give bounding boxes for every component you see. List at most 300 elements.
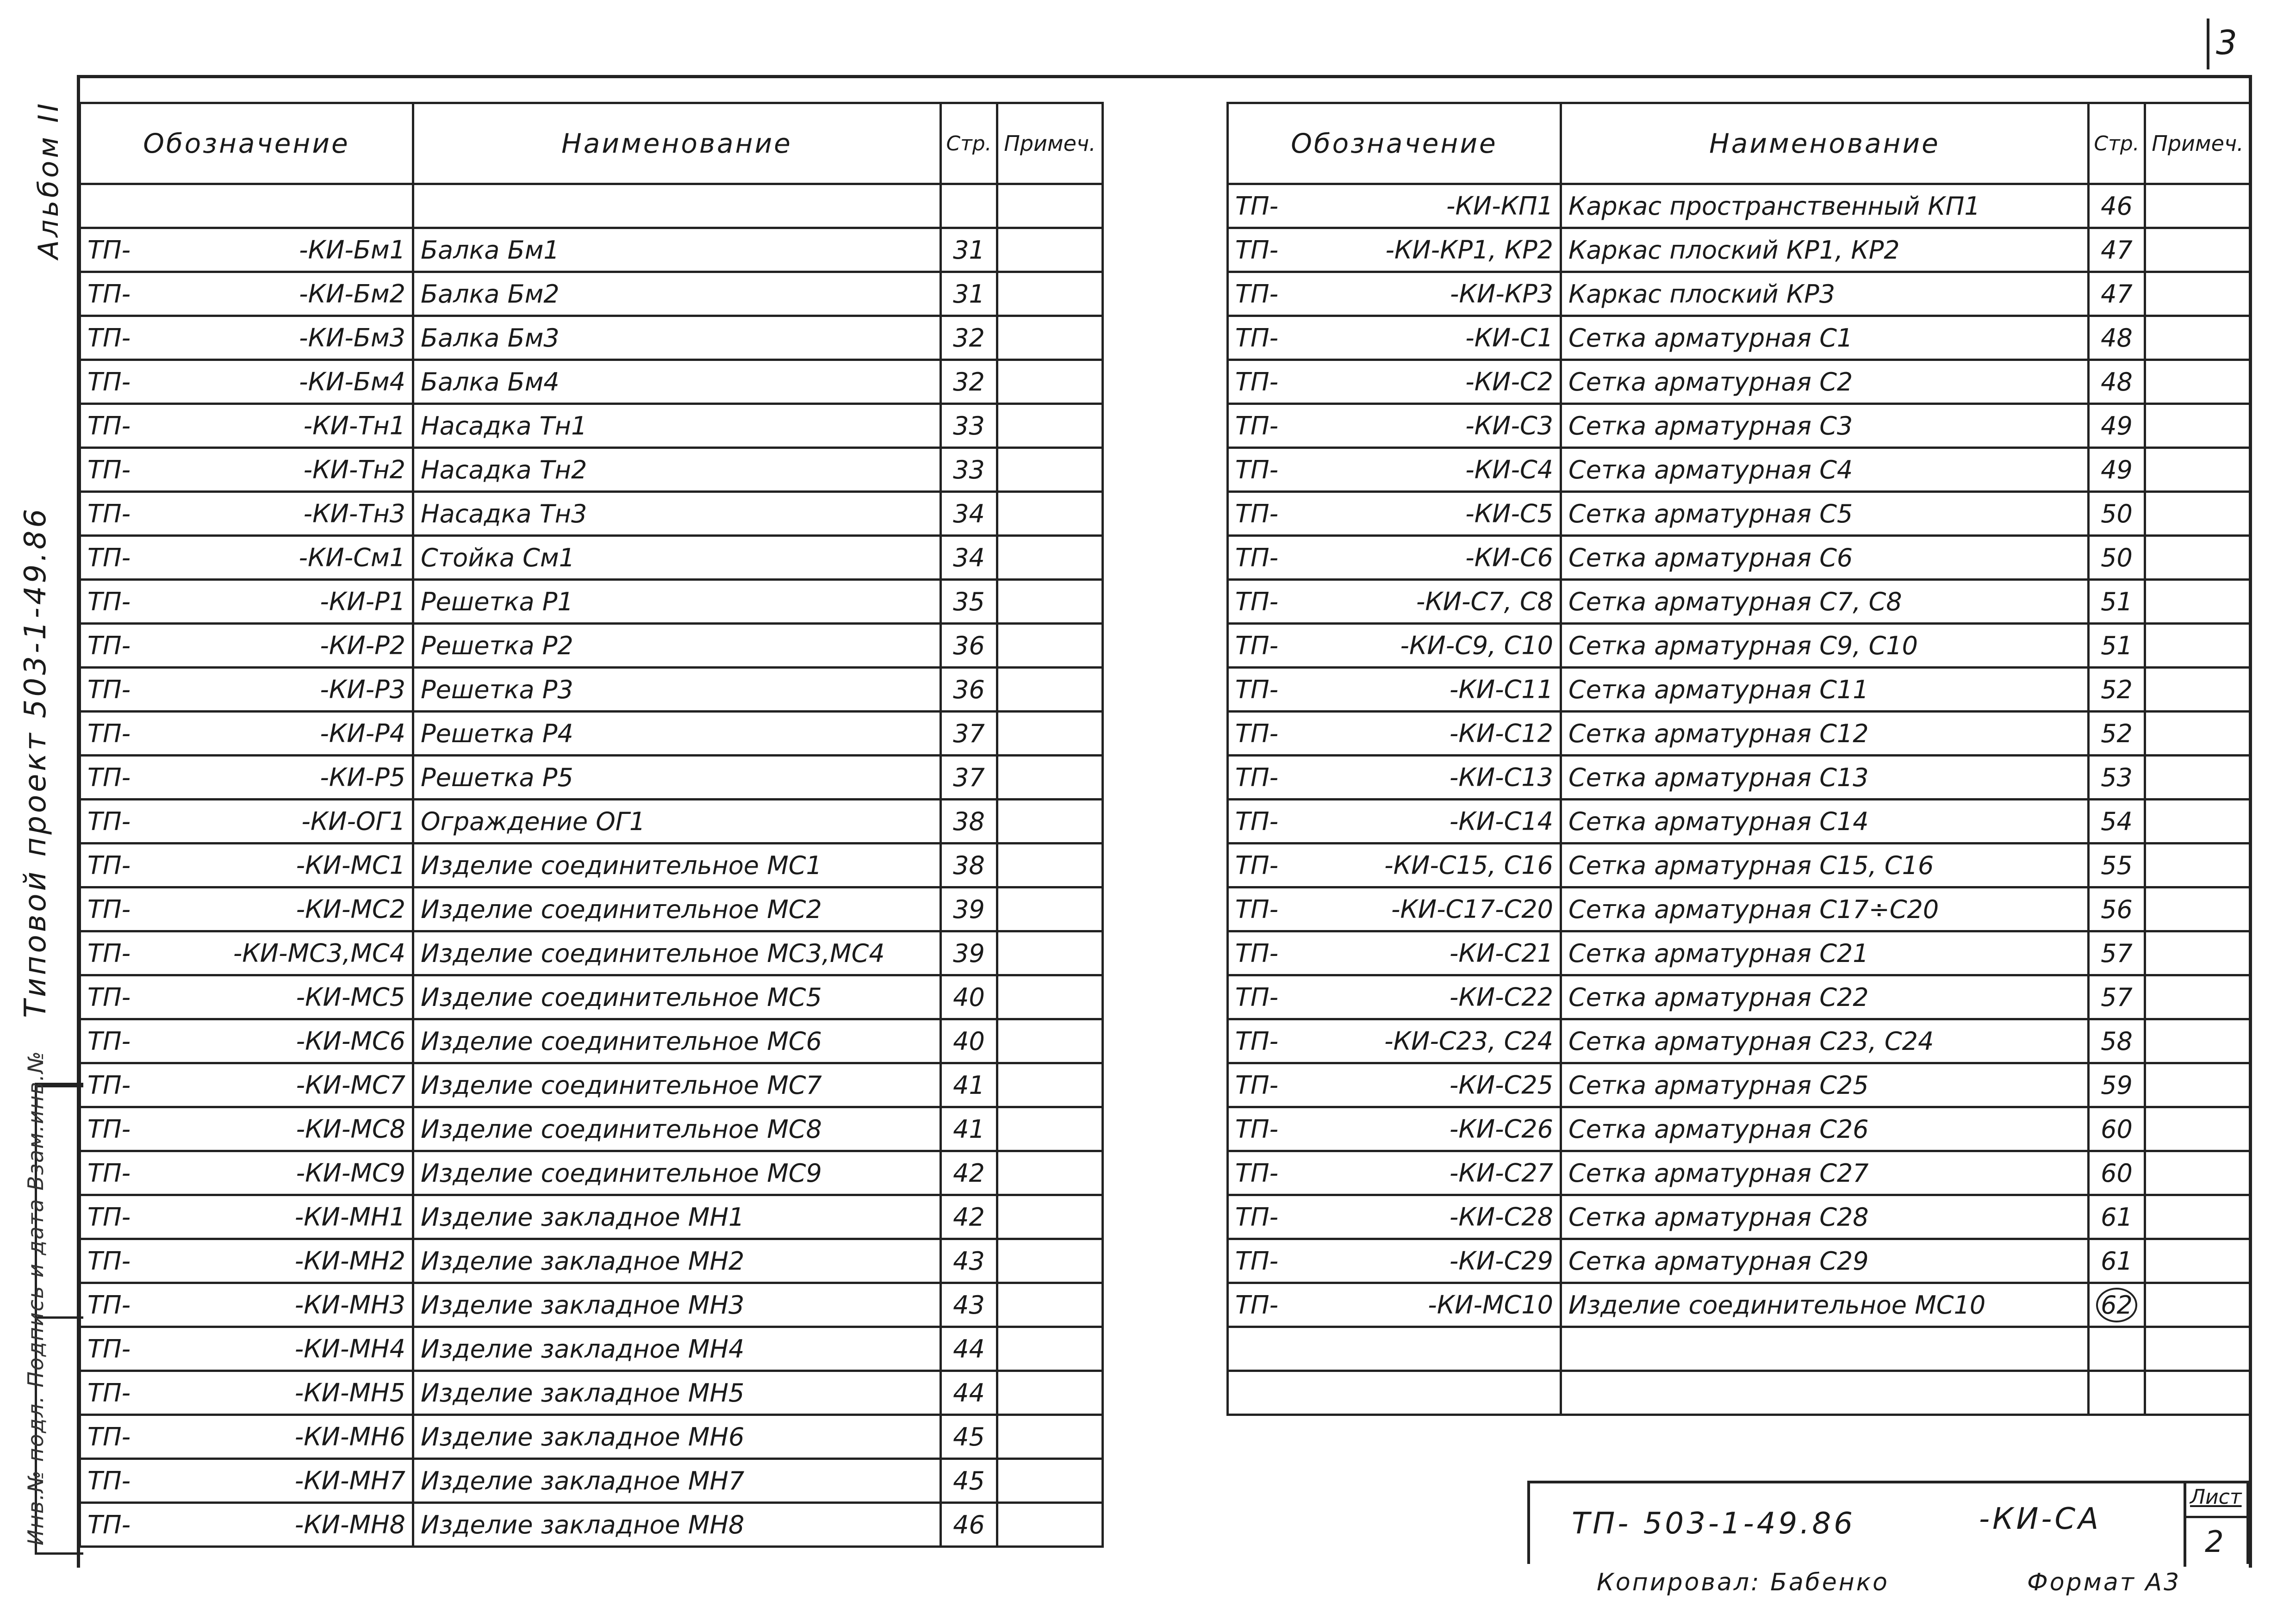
album-label: Альбом II (32, 100, 65, 259)
table-row (80, 228, 1103, 272)
designation-prefix: ТП- (87, 1246, 131, 1276)
name-cell: Изделие закладное МН1 (413, 1195, 941, 1239)
designation-prefix: ТП- (87, 1510, 131, 1539)
page-cell (941, 448, 997, 492)
note-cell (2145, 1371, 2251, 1415)
name-cell: Каркас пространственный КП1 (1561, 184, 2089, 228)
table-row (1228, 931, 2251, 975)
designation-prefix: ТП- (87, 411, 131, 440)
note-cell (2145, 975, 2251, 1019)
designation-prefix: ТП- (87, 675, 131, 704)
designation-cell (80, 931, 413, 975)
name-cell: Каркас плоский КР1, КР2 (1561, 228, 2089, 272)
page-number: 38 (953, 850, 985, 880)
designation-cell (80, 756, 413, 800)
note-cell (2145, 931, 2251, 975)
designation-code: -КИ-МС7 (296, 1070, 405, 1100)
page-number: 52 (2101, 675, 2133, 704)
designation-cell (1228, 1151, 1561, 1195)
table-row (80, 800, 1103, 844)
designation-code: -КИ-С6 (1465, 543, 1553, 572)
note-cell (997, 800, 1103, 844)
table-row (80, 712, 1103, 756)
page-number: 38 (953, 806, 985, 836)
page-cell (2089, 668, 2145, 712)
name-cell: Сетка арматурная С13 (1561, 756, 2089, 800)
designation-cell (1228, 1107, 1561, 1151)
table-row (80, 448, 1103, 492)
designation-prefix: ТП- (87, 1422, 131, 1452)
designation-prefix: ТП- (1235, 982, 1279, 1012)
page-number: 36 (953, 675, 985, 704)
page-number: 40 (953, 1026, 985, 1056)
page-number: 41 (953, 1070, 985, 1100)
name-cell: Изделие соединительное МС2 (413, 887, 941, 931)
header-name: Наименование (1561, 103, 2089, 184)
header-page: Стр. (2089, 103, 2145, 184)
name-cell: Изделие соединительное МС6 (413, 1019, 941, 1063)
note-cell (2145, 1239, 2251, 1283)
page-number: 61 (2101, 1246, 2133, 1276)
designation-cell (80, 1195, 413, 1239)
designation-cell (1228, 756, 1561, 800)
designation-code: -КИ-МС8 (296, 1114, 405, 1144)
designation-cell (80, 1459, 413, 1503)
designation-prefix: ТП- (87, 894, 131, 924)
page-number: 34 (953, 499, 985, 528)
designation-cell (80, 624, 413, 668)
page-cell (941, 404, 997, 448)
designation-code: -КИ-С26 (1449, 1114, 1553, 1144)
designation-prefix: ТП- (87, 1378, 131, 1408)
page-number: 33 (953, 411, 985, 440)
designation-prefix: ТП- (1235, 1158, 1279, 1188)
designation-cell (80, 536, 413, 580)
designation-code: -КИ-С29 (1449, 1246, 1553, 1276)
page-cell (2089, 1019, 2145, 1063)
designation-prefix: ТП- (87, 806, 131, 836)
name-cell: Насадка Тн2 (413, 448, 941, 492)
designation-cell (80, 228, 413, 272)
page-cell (2089, 1063, 2145, 1107)
designation-cell (80, 316, 413, 360)
page-cell (941, 712, 997, 756)
designation-prefix: ТП- (87, 631, 131, 660)
designation-code: -КИ-С15, С16 (1384, 850, 1553, 880)
table-row (1228, 975, 2251, 1019)
name-cell (1561, 1327, 2089, 1371)
designation-cell (80, 975, 413, 1019)
table-row (1228, 448, 2251, 492)
designation-cell (1228, 580, 1561, 624)
designation-code: -КИ-КП1 (1446, 191, 1553, 221)
page-number: 32 (953, 367, 985, 397)
header-page: Стр. (941, 103, 997, 184)
project-label: Типовой проект 503-1-49.86 (19, 506, 53, 1018)
name-cell: Насадка Тн3 (413, 492, 941, 536)
table-row (1228, 844, 2251, 887)
designation-cell (80, 404, 413, 448)
designation-code: -КИ-МН8 (294, 1510, 405, 1539)
designation-prefix: ТП- (1235, 631, 1279, 660)
note-cell (997, 580, 1103, 624)
designation-prefix: ТП- (87, 719, 131, 748)
page-cell (2089, 580, 2145, 624)
page-number: 57 (2101, 938, 2133, 968)
note-cell (997, 184, 1103, 228)
table-row (80, 1195, 1103, 1239)
designation-cell (1228, 184, 1561, 228)
designation-cell (80, 448, 413, 492)
page-number: 35 (953, 587, 985, 616)
name-cell: Изделие соединительное МС5 (413, 975, 941, 1019)
table-row (1228, 492, 2251, 536)
name-cell: Сетка арматурная С11 (1561, 668, 2089, 712)
designation-code: -КИ-Р4 (320, 719, 405, 748)
table-row (80, 1327, 1103, 1371)
designation-code: -КИ-Бм4 (299, 367, 405, 397)
page-number: 37 (953, 763, 985, 792)
table-row (1228, 756, 2251, 800)
designation-code: -КИ-Бм3 (299, 323, 405, 353)
name-cell: Изделие закладное МН5 (413, 1371, 941, 1415)
designation-prefix: ТП- (87, 1290, 131, 1320)
designation-code: -КИ-МС9 (296, 1158, 405, 1188)
page-cell (941, 1283, 997, 1327)
page-cell (941, 360, 997, 404)
designation-code: -КИ-ОГ1 (301, 806, 405, 836)
right-spec-table (1226, 102, 2252, 1416)
table-row (1228, 887, 2251, 931)
designation-cell (80, 1327, 413, 1371)
designation-cell (80, 492, 413, 536)
designation-code: -КИ-МС5 (296, 982, 405, 1012)
name-cell: Сетка арматурная С28 (1561, 1195, 2089, 1239)
page-cell (2089, 975, 2145, 1019)
note-cell (2145, 316, 2251, 360)
name-cell: Изделие соединительное МС9 (413, 1151, 941, 1195)
page-number: 31 (953, 235, 985, 265)
designation-prefix: ТП- (87, 235, 131, 265)
note-cell (997, 1327, 1103, 1371)
table-row (80, 1107, 1103, 1151)
table-row (80, 536, 1103, 580)
page-cell (941, 1459, 997, 1503)
designation-code: -КИ-С27 (1449, 1158, 1553, 1188)
title-block (1527, 1481, 2249, 1564)
table-row (1228, 1195, 2251, 1239)
designation-prefix: ТП- (1235, 938, 1279, 968)
page-number: 46 (2101, 191, 2133, 221)
designation-prefix: ТП- (1235, 763, 1279, 792)
designation-prefix: ТП- (1235, 411, 1279, 440)
name-cell: Сетка арматурная С26 (1561, 1107, 2089, 1151)
note-cell (2145, 580, 2251, 624)
note-cell (2145, 404, 2251, 448)
designation-prefix: ТП- (1235, 455, 1279, 484)
page-number: 46 (953, 1510, 985, 1539)
name-cell: Сетка арматурная С7, С8 (1561, 580, 2089, 624)
note-cell (2145, 800, 2251, 844)
designation-cell (1228, 492, 1561, 536)
designation-prefix: ТП- (1235, 719, 1279, 748)
note-cell (997, 1239, 1103, 1283)
designation-prefix: ТП- (1235, 806, 1279, 836)
table-row (80, 668, 1103, 712)
name-cell: Решетка Р5 (413, 756, 941, 800)
page-number: 50 (2101, 543, 2133, 572)
designation-code: -КИ-С14 (1449, 806, 1553, 836)
note-cell (2145, 448, 2251, 492)
designation-code: -КИ-КР3 (1450, 279, 1553, 309)
note-cell (997, 316, 1103, 360)
designation-code: -КИ-С11 (1449, 675, 1553, 704)
page-number: 60 (2101, 1114, 2133, 1144)
page-cell (2089, 1283, 2145, 1327)
page-cell (2089, 272, 2145, 316)
note-cell (2145, 844, 2251, 887)
designation-cell (80, 1063, 413, 1107)
name-cell: Изделие соединительное МС8 (413, 1107, 941, 1151)
designation-code: -КИ-МН7 (294, 1466, 405, 1495)
note-cell (997, 536, 1103, 580)
note-cell (997, 975, 1103, 1019)
note-cell (2145, 624, 2251, 668)
table-row (1228, 1151, 2251, 1195)
sheet-number: 2 (2205, 1525, 2224, 1559)
note-cell (2145, 712, 2251, 756)
table-row (80, 580, 1103, 624)
header-note: Примеч. (2145, 103, 2251, 184)
name-cell: Каркас плоский КР3 (1561, 272, 2089, 316)
designation-prefix: ТП- (1235, 1026, 1279, 1056)
designation-code: -КИ-С21 (1449, 938, 1553, 968)
note-cell (2145, 1107, 2251, 1151)
note-cell (997, 931, 1103, 975)
designation-code: -КИ-С25 (1449, 1070, 1553, 1100)
page-number: 37 (953, 719, 985, 748)
page-cell (941, 1019, 997, 1063)
designation-prefix: ТП- (1235, 323, 1279, 353)
note-cell (997, 1371, 1103, 1415)
note-cell (997, 844, 1103, 887)
designation-prefix: ТП- (1235, 499, 1279, 528)
name-cell: Сетка арматурная С15, С16 (1561, 844, 2089, 887)
designation-prefix: ТП- (87, 982, 131, 1012)
note-cell (997, 712, 1103, 756)
designation-cell (1228, 316, 1561, 360)
page-cell (941, 1371, 997, 1415)
designation-cell (80, 1283, 413, 1327)
page-number: 43 (953, 1246, 985, 1276)
name-cell: Сетка арматурная С25 (1561, 1063, 2089, 1107)
designation-cell (80, 1503, 413, 1547)
designation-cell (80, 360, 413, 404)
name-cell: Сетка арматурная С2 (1561, 360, 2089, 404)
page-number: 52 (2101, 719, 2133, 748)
header-designation: Обозначение (80, 103, 413, 184)
designation-cell (80, 272, 413, 316)
designation-prefix: ТП- (1235, 235, 1279, 265)
note-cell (997, 1151, 1103, 1195)
name-cell: Изделие закладное МН2 (413, 1239, 941, 1283)
page-number: 45 (953, 1466, 985, 1495)
table-row (80, 1503, 1103, 1547)
note-cell (997, 756, 1103, 800)
designation-prefix: ТП- (87, 938, 131, 968)
page-number: 62 (2096, 1288, 2137, 1322)
designation-code: -КИ-Р5 (320, 763, 405, 792)
designation-cell (1228, 1327, 1561, 1371)
designation-code: -КИ-С23, С24 (1384, 1026, 1553, 1056)
table-header-row (1228, 103, 2251, 184)
page-cell (2089, 1151, 2145, 1195)
designation-prefix: ТП- (87, 1114, 131, 1144)
page-cell (2089, 1107, 2145, 1151)
page-number: 47 (2101, 279, 2133, 309)
table-row (1228, 1107, 2251, 1151)
designation-prefix: ТП- (1235, 367, 1279, 397)
name-cell: Балка Бм2 (413, 272, 941, 316)
page-cell (941, 1415, 997, 1459)
page-cell (941, 1107, 997, 1151)
sheet-box (2184, 1483, 2246, 1567)
page-cell (941, 1327, 997, 1371)
left-spec-table (79, 102, 1104, 1548)
designation-code: -КИ-МН4 (294, 1334, 405, 1364)
page-cell (941, 492, 997, 536)
designation-cell (80, 800, 413, 844)
format-label: Формат А3 (2027, 1569, 2181, 1596)
designation-code: -КИ-Р3 (320, 675, 405, 704)
designation-code: -КИ-С22 (1449, 982, 1553, 1012)
table-row (80, 931, 1103, 975)
table-row (80, 360, 1103, 404)
designation-prefix: ТП- (87, 279, 131, 309)
designation-prefix: ТП- (1235, 1290, 1279, 1320)
page-cell (941, 668, 997, 712)
designation-code: -КИ-С2 (1465, 367, 1553, 397)
note-cell (2145, 536, 2251, 580)
designation-cell (80, 184, 413, 228)
page-number: 45 (953, 1422, 985, 1452)
designation-code: -КИ-С1 (1465, 323, 1553, 353)
table-row (80, 404, 1103, 448)
designation-cell (1228, 360, 1561, 404)
table-row (80, 1239, 1103, 1283)
table-row (1228, 1239, 2251, 1283)
page-cell (2089, 1195, 2145, 1239)
designation-cell (1228, 404, 1561, 448)
designation-code: -КИ-КР1, КР2 (1385, 235, 1553, 265)
sheet-corner-number: 3 (2216, 23, 2237, 62)
page-cell (2089, 228, 2145, 272)
page-number: 41 (953, 1114, 985, 1144)
page-cell (941, 272, 997, 316)
note-cell (997, 1063, 1103, 1107)
name-cell: Сетка арматурная С17÷С20 (1561, 887, 2089, 931)
page-number: 43 (953, 1290, 985, 1320)
designation-code: -КИ-С28 (1449, 1202, 1553, 1232)
designation-prefix: ТП- (1235, 675, 1279, 704)
table-row (1228, 536, 2251, 580)
page-number: 48 (2101, 367, 2133, 397)
designation-cell (80, 1239, 413, 1283)
note-cell (2145, 184, 2251, 228)
designation-code: -КИ-МН6 (294, 1422, 405, 1452)
name-cell: Сетка арматурная С12 (1561, 712, 2089, 756)
page-cell (941, 931, 997, 975)
note-cell (2145, 1151, 2251, 1195)
note-cell (997, 1283, 1103, 1327)
note-cell (2145, 1195, 2251, 1239)
designation-code: -КИ-С12 (1449, 719, 1553, 748)
table-row (1228, 668, 2251, 712)
designation-cell (1228, 887, 1561, 931)
table-row (80, 272, 1103, 316)
note-cell (997, 1415, 1103, 1459)
name-cell: Изделие соединительное МС10 (1561, 1283, 2089, 1327)
designation-cell (1228, 536, 1561, 580)
header-name: Наименование (413, 103, 941, 184)
name-cell: Изделие соединительное МС1 (413, 844, 941, 887)
page-number: 50 (2101, 499, 2133, 528)
sheet-label: Лист (2190, 1485, 2242, 1509)
name-cell: Изделие закладное МН8 (413, 1503, 941, 1547)
note-cell (2145, 1063, 2251, 1107)
corner-divider (2207, 19, 2209, 69)
designation-cell (1228, 1283, 1561, 1327)
designation-code: -КИ-С9, С10 (1400, 631, 1553, 660)
designation-code: -КИ-Р1 (320, 587, 405, 616)
table-row (80, 184, 1103, 228)
page-cell (941, 1151, 997, 1195)
name-cell (413, 184, 941, 228)
page-cell (941, 1239, 997, 1283)
designation-cell (1228, 844, 1561, 887)
page-number: 36 (953, 631, 985, 660)
table-row (1228, 712, 2251, 756)
note-cell (2145, 1283, 2251, 1327)
page-cell (941, 536, 997, 580)
name-cell: Изделие соединительное МС7 (413, 1063, 941, 1107)
designation-cell (1228, 1371, 1561, 1415)
designation-prefix: ТП- (1235, 1202, 1279, 1232)
page-cell (2089, 800, 2145, 844)
table-row (1228, 800, 2251, 844)
page-number: 49 (2101, 411, 2133, 440)
name-cell: Сетка арматурная С29 (1561, 1239, 2089, 1283)
page-number: 48 (2101, 323, 2133, 353)
page-cell (941, 887, 997, 931)
designation-code: -КИ-МН2 (294, 1246, 405, 1276)
page-number: 51 (2101, 631, 2133, 660)
designation-code: -КИ-Бм2 (299, 279, 405, 309)
page-cell (2089, 536, 2145, 580)
page-cell (2089, 712, 2145, 756)
header-note: Примеч. (997, 103, 1103, 184)
note-cell (2145, 1019, 2251, 1063)
designation-code: -КИ-Тн3 (303, 499, 405, 528)
designation-code: -КИ-МС1 (296, 850, 405, 880)
designation-code: -КИ-С7, С8 (1416, 587, 1553, 616)
page-cell (941, 580, 997, 624)
name-cell: Сетка арматурная С9, С10 (1561, 624, 2089, 668)
name-cell: Изделие закладное МН3 (413, 1283, 941, 1327)
page-cell (2089, 184, 2145, 228)
page-cell (941, 316, 997, 360)
table-row (80, 316, 1103, 360)
